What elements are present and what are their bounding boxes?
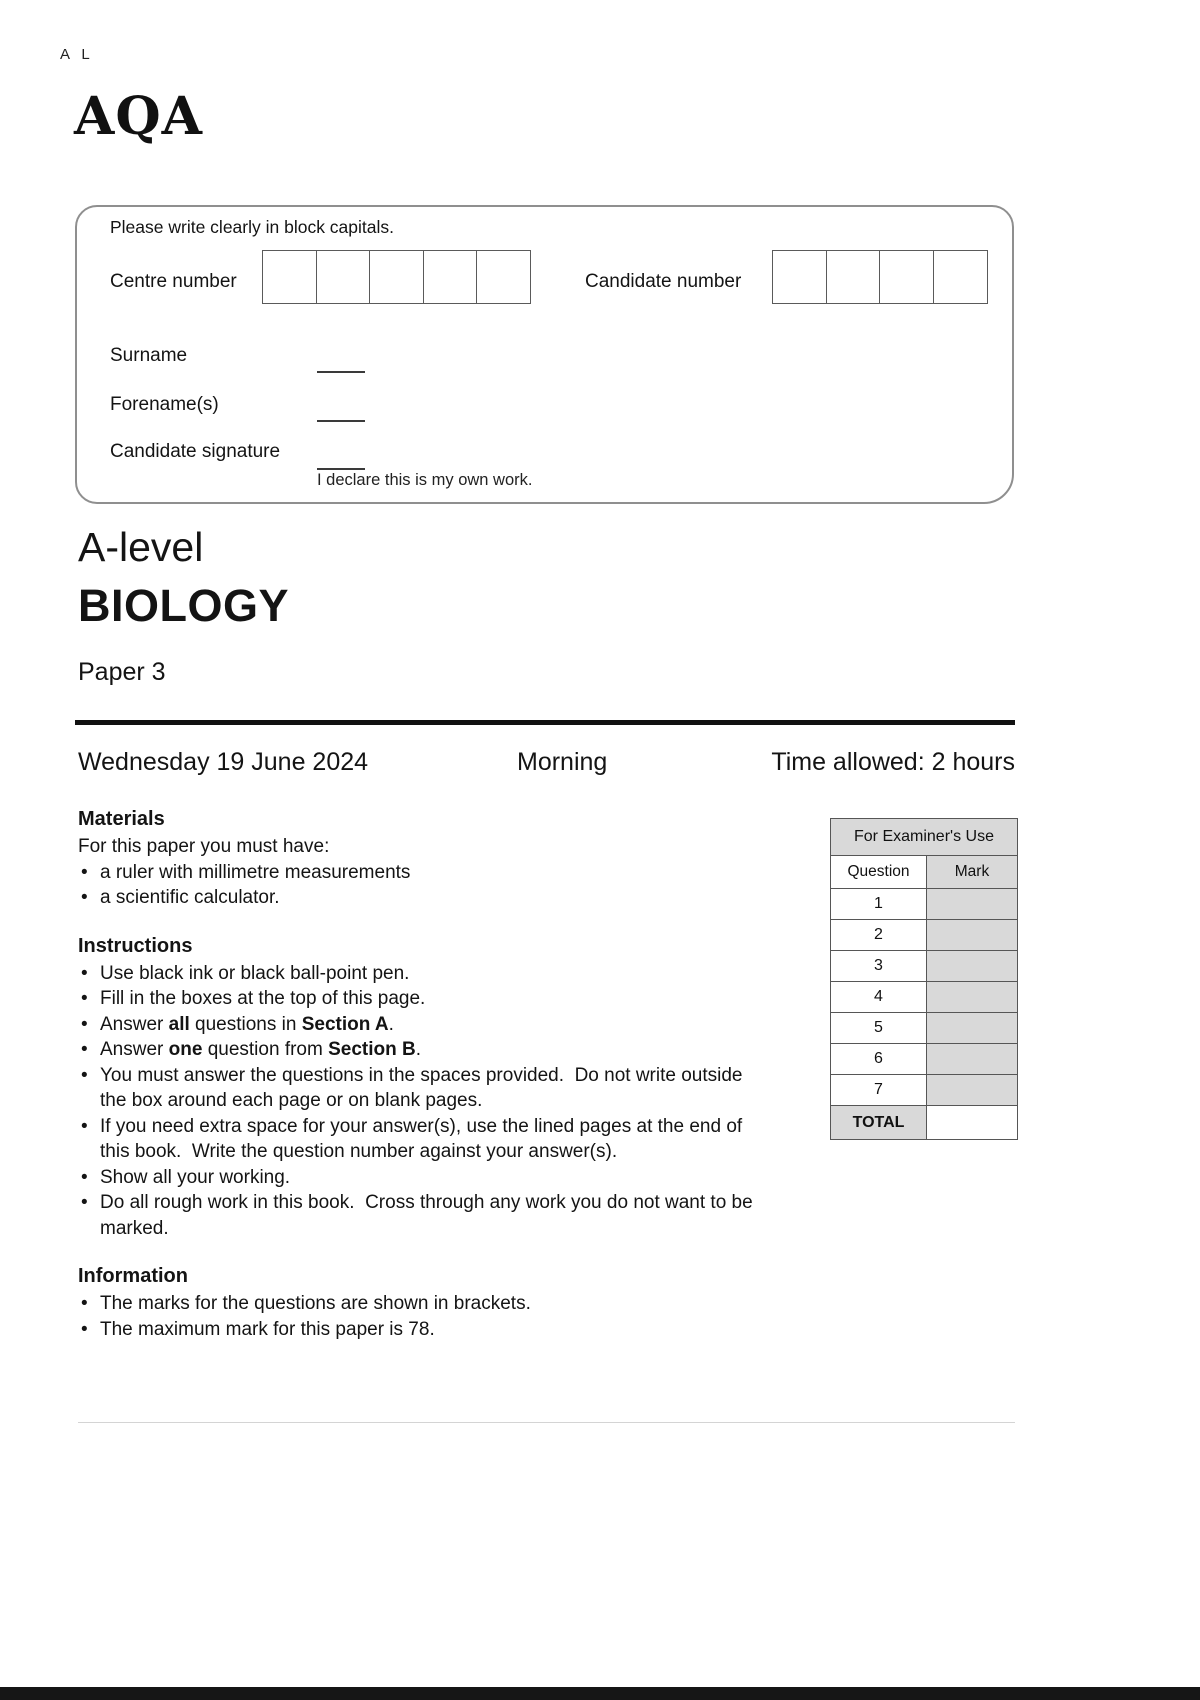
instructions-list — [78, 961, 762, 1242]
write-in-cell — [933, 250, 988, 304]
exam-date: Wednesday 19 June 2024 — [78, 748, 369, 776]
mark-cell — [927, 951, 1018, 982]
examiner-row — [831, 1044, 1018, 1075]
bullet-item: • a scientific calculator. — [78, 885, 762, 911]
question-column-header: Question — [831, 856, 927, 889]
instructions-section — [78, 933, 798, 1242]
materials-section — [78, 806, 798, 911]
bullet-item: • You must answer the questions in the spaces provided. Do not write outside the box around each page or on blank pages. — [78, 1063, 762, 1114]
examiner-row — [831, 982, 1018, 1013]
examiner-row — [831, 951, 1018, 982]
information-list — [78, 1291, 762, 1342]
centre-number-boxes — [262, 250, 531, 304]
aqa-logo: AQA — [74, 86, 203, 147]
title-divider-rule — [75, 720, 1015, 725]
mark-cell — [927, 1044, 1018, 1075]
question-number-cell: 1 — [831, 889, 927, 920]
write-in-cell — [316, 250, 371, 304]
exam-time-of-day: Morning — [517, 748, 608, 776]
mark-column-header: Mark — [927, 856, 1018, 889]
bullet-item: • If you need extra space for your answer(s), use the lined pages at the end of this book. Write the question number against your answer(s). — [78, 1114, 762, 1165]
materials-intro: For this paper you must have: — [78, 836, 330, 857]
write-in-cell — [772, 250, 827, 304]
examiner-row — [831, 920, 1018, 951]
subject-title: BIOLOGY — [78, 580, 290, 631]
mark-cell — [927, 1013, 1018, 1044]
candidate-details-box — [75, 205, 1014, 504]
mark-cell — [927, 920, 1018, 951]
forenames-label: Forename(s) — [110, 394, 219, 415]
total-label-cell: TOTAL — [831, 1106, 927, 1140]
session-row — [78, 748, 1015, 782]
mark-cell — [927, 982, 1018, 1013]
examiner-row — [831, 1075, 1018, 1106]
write-in-cell — [476, 250, 531, 304]
examiner-table-body — [831, 889, 1018, 1106]
question-number-cell: 3 — [831, 951, 927, 982]
bullet-item: • Answer all questions in Section A. — [78, 1012, 762, 1038]
materials-heading: Materials — [78, 808, 165, 830]
qualification-title: A-level — [78, 524, 204, 570]
bullet-item: • Answer one question from Section B. — [78, 1037, 762, 1063]
bullet-item: • The marks for the questions are shown in brackets. — [78, 1291, 762, 1317]
candidate-number-boxes — [772, 250, 988, 304]
total-mark-cell — [927, 1106, 1018, 1140]
bullet-item: • Fill in the boxes at the top of this page. — [78, 986, 762, 1012]
examiner-row — [831, 889, 1018, 920]
centre-number-label: Centre number — [110, 271, 237, 292]
bullet-item: • Do all rough work in this book. Cross through any work you do not want to be marked. — [78, 1190, 762, 1241]
time-allowed: Time allowed: 2 hours — [771, 748, 1015, 776]
corner-mark: A L — [60, 46, 94, 63]
bullet-item: • a ruler with millimetre measurements — [78, 860, 762, 886]
declaration-note: I declare this is my own work. — [317, 471, 533, 489]
write-in-cell — [879, 250, 934, 304]
signature-label: Candidate signature — [110, 441, 281, 462]
question-number-cell: 6 — [831, 1044, 927, 1075]
information-heading: Information — [78, 1265, 188, 1287]
write-in-cell — [826, 250, 881, 304]
surname-label: Surname — [110, 345, 188, 366]
paper-number: Paper 3 — [78, 658, 166, 686]
candidate-number-label: Candidate number — [585, 271, 742, 292]
cover-text-column — [78, 806, 798, 1364]
information-section — [78, 1263, 798, 1342]
forenames-write-line — [317, 420, 365, 422]
materials-list — [78, 860, 762, 911]
footer-separator-line — [78, 1422, 1015, 1423]
instructions-heading: Instructions — [78, 934, 193, 957]
signature-write-line — [317, 468, 365, 470]
write-in-cell — [262, 250, 317, 304]
question-number-cell: 5 — [831, 1013, 927, 1044]
page-bottom-bar — [0, 1687, 1200, 1700]
examiner-use-table — [830, 818, 1018, 1140]
question-number-cell: 2 — [831, 920, 927, 951]
bullet-item: • Show all your working. — [78, 1165, 762, 1191]
block-capitals-note: Please write clearly in block capitals. — [110, 217, 395, 237]
examiner-table-title: For Examiner's Use — [831, 819, 1018, 856]
question-number-cell: 7 — [831, 1075, 927, 1106]
mark-cell — [927, 1075, 1018, 1106]
examiner-row — [831, 1013, 1018, 1044]
mark-cell — [927, 889, 1018, 920]
surname-write-line — [317, 371, 365, 373]
write-in-cell — [423, 250, 478, 304]
question-number-cell: 4 — [831, 982, 927, 1013]
write-in-cell — [369, 250, 424, 304]
bullet-item: • Use black ink or black ball-point pen. — [78, 961, 762, 987]
bullet-item: • The maximum mark for this paper is 78. — [78, 1317, 762, 1343]
total-row — [831, 1106, 1018, 1140]
